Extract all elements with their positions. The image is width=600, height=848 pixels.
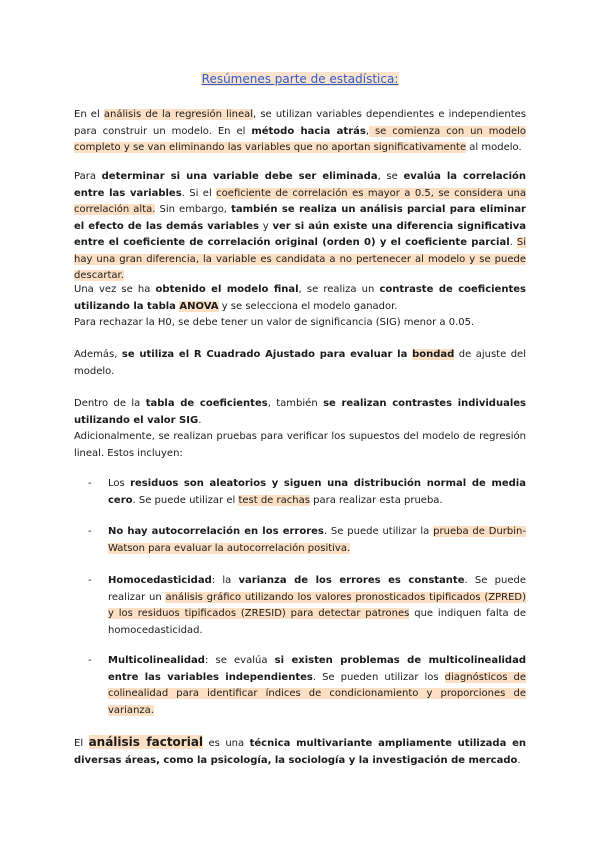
paragraph-h0: Para rechazar la H0, se debe tener un valor de significancia (SIG) menor a 0.05. xyxy=(74,317,475,328)
bullet-dash: - xyxy=(88,655,92,666)
paragraph-coef-table: Dentro de la tabla de coeficientes, también se realizan contrastes individuales utilizando el valor SIG. xyxy=(74,398,526,426)
paragraph-anova: Una vez se ha obtenido el modelo final, se realiza un contraste de coeficientes utilizando la tabla ANOVA y se selecciona el modelo ganador. xyxy=(74,284,526,312)
bullet-residuals: Los residuos son aleatorios y siguen una distribución normal de media cero. Se puede utilizar el test de rachas para realizar esta prueba. xyxy=(108,478,526,506)
bullet-dash: - xyxy=(88,478,92,489)
bullet-autocorrelation: No hay autocorrelación en los errores. Se puede utilizar la prueba de Durbin-Watson para evaluar la autocorrelación positiva. xyxy=(108,526,526,554)
bullet-homoscedasticity: Homocedasticidad: la varianza de los errores es constante. Se puede realizar un análisis gráfico utilizando los valores pronosticados tipificados (ZPRED) y los residuos tipificados (ZRESID) para detectar patrones que indiquen falta de homocedasticidad. xyxy=(108,575,527,636)
paragraph-assumptions: Adicionalmente, se realizan pruebas para verificar los supuestos del modelo de regresión lineal. Estos incluyen: xyxy=(74,431,526,459)
bullet-dash: - xyxy=(88,526,92,537)
paragraph-correlation: Para determinar si una variable debe ser eliminada, se evalúa la correlación entre las variables. Si el coeficiente de correlación es mayor a 0.5, se considera una correlación alta. Sin embargo, también se realiza un análisis parcial para eliminar el efecto de las demás variables y ver si aún existe una diferencia significativa entre el coeficiente de correlación original (orden 0) y el coeficiente parcial. Si hay una gran diferencia, la variable es candidata a no pertenecer al modelo y se puede descartar. xyxy=(74,171,527,281)
page-title: Resúmenes parte de estadística: xyxy=(201,72,399,86)
paragraph-factorial: El análisis factorial es una técnica multivariante ampliamente utilizada en diversas áreas, como la psicología, la sociología y la investigación de mercado. xyxy=(74,735,526,766)
paragraph-regression: En el análisis de la regresión lineal, se utilizan variables dependientes e independientes para construir un modelo. En el método hacia atrás, se comienza con un modelo completo y se van eliminando las variables que no aportan significativamente al modelo. xyxy=(74,109,527,153)
bullet-multicollinearity: Multicolinealidad: se evalúa si existen problemas de multicolinealidad entre las variables independientes. Se pueden utilizar los diagnósticos de colinealidad para identificar índices de condicionamiento y proporciones de varianza. xyxy=(108,655,527,716)
paragraph-r-squared: Además, se utiliza el R Cuadrado Ajustado para evaluar la bondad de ajuste del modelo. xyxy=(74,349,526,377)
bullet-dash: - xyxy=(88,575,92,586)
